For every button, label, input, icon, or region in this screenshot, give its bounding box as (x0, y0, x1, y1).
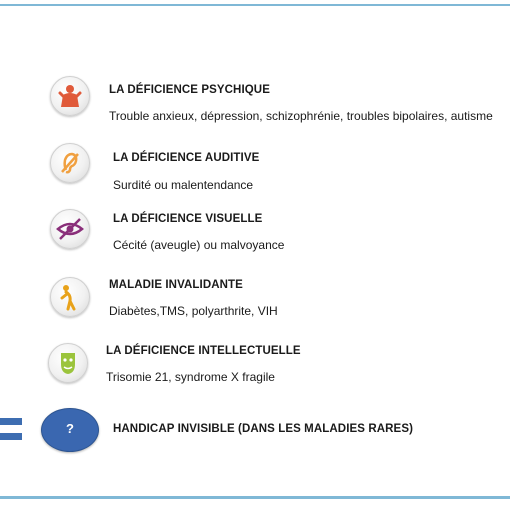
item-title: MALADIE INVALIDANTE (109, 279, 243, 291)
item-description: Trouble anxieux, dépression, schizophrénie, troubles bipolaires, autisme (109, 109, 493, 123)
item-description: Trisomie 21, syndrome X fragile (106, 370, 275, 384)
face-mask-icon (48, 343, 88, 383)
item-title: LA DÉFICIENCE INTELLECTUELLE (106, 345, 301, 357)
list-item-invalidante (0, 273, 510, 323)
equals-bar-top (0, 418, 22, 425)
equals-bar-bottom (0, 433, 22, 440)
list-item-psychique (0, 74, 510, 124)
top-border (0, 4, 510, 6)
item-title: LA DÉFICIENCE AUDITIVE (113, 152, 260, 164)
psychic-person-icon (50, 76, 90, 116)
question-mark-badge (41, 408, 99, 452)
list-item-intellectuelle (0, 339, 510, 389)
bottom-border (0, 496, 510, 499)
eye-crossed-icon (50, 209, 90, 249)
bent-person-icon (50, 277, 90, 317)
invisible-handicap-title: HANDICAP INVISIBLE (DANS LES MALADIES RARES) (113, 423, 414, 435)
question-mark-icon: ? (66, 421, 74, 436)
item-description: Surdité ou malentendance (113, 178, 254, 192)
item-title: LA DÉFICIENCE PSYCHIQUE (109, 84, 270, 96)
list-item-auditive (0, 141, 510, 191)
ear-crossed-icon (50, 143, 90, 183)
item-title: LA DÉFICIENCE VISUELLE (113, 213, 263, 225)
item-description: Diabètes,TMS, polyarthrite, VIH (109, 304, 278, 318)
list-item-visuelle (0, 207, 510, 257)
item-description: Cécité (aveugle) ou malvoyance (113, 238, 285, 252)
